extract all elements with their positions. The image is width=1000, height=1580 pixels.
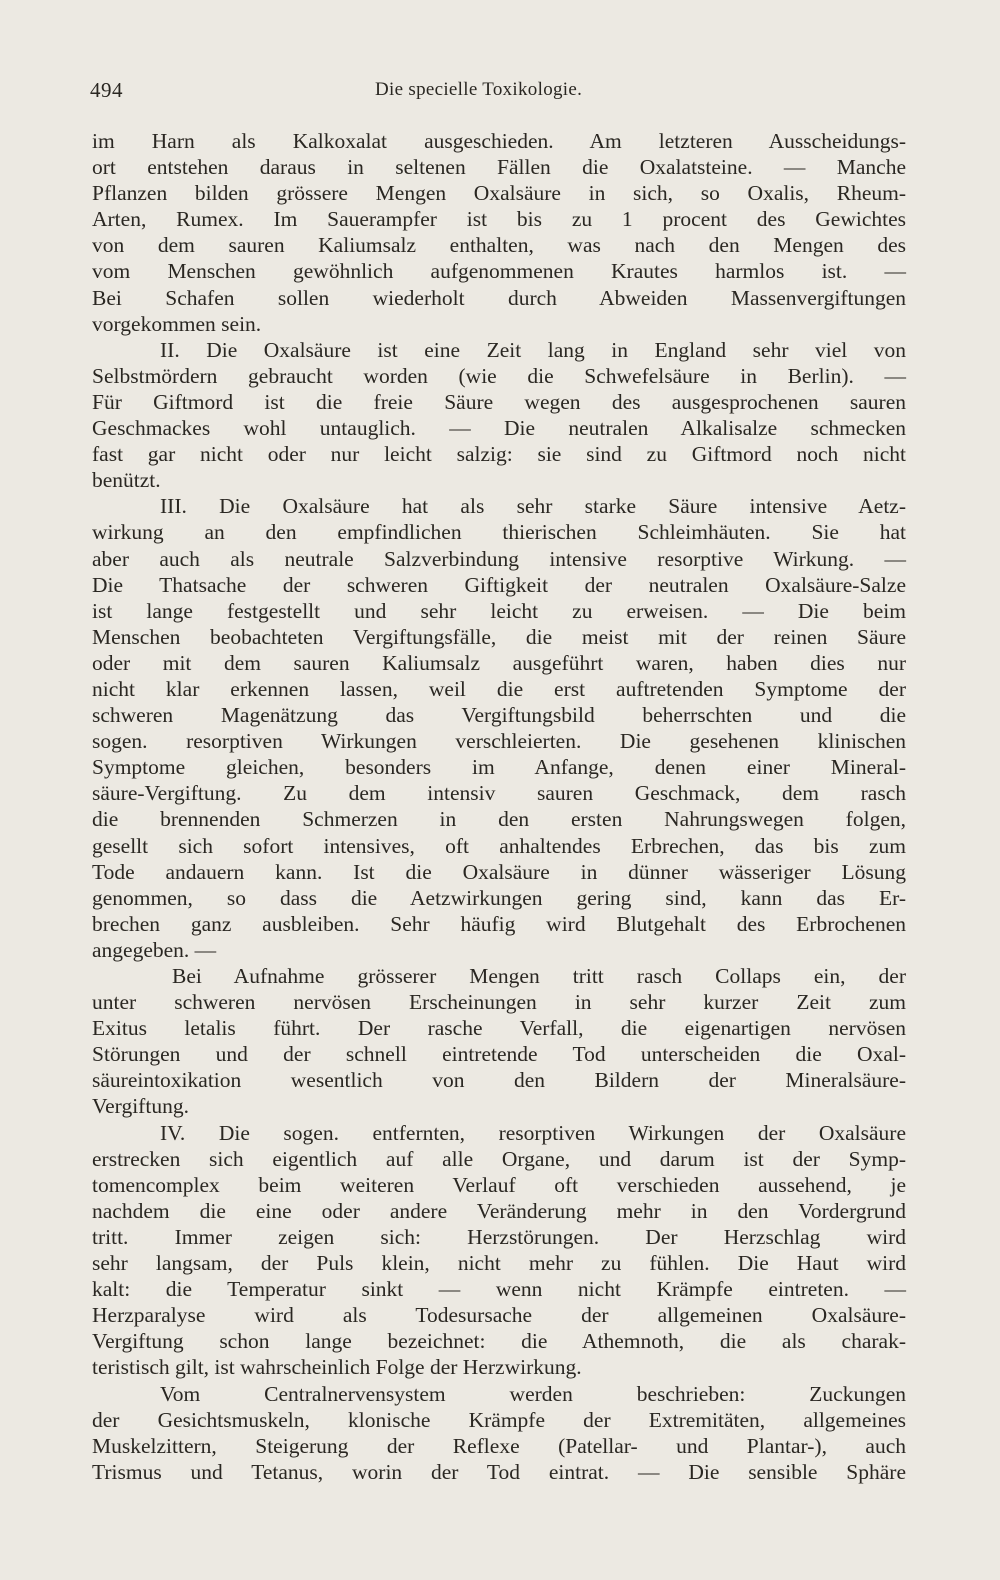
text-line: Vergiftung. — [92, 1094, 189, 1119]
text-line: Selbstmördern gebraucht worden (wie die Schwefelsäure in Berlin). — — [92, 363, 906, 388]
text-line: Tode andauern kann. Ist die Oxalsäure in dünner wässeriger Lösung — [92, 859, 906, 884]
text-line: Pflanzen bilden grössere Mengen Oxalsäure in sich, so Oxalis, Rheum- — [92, 181, 906, 206]
running-head: Die specielle Toxikologie. — [375, 79, 583, 100]
text-line: genommen, so dass die Aetzwirkungen gering sind, kann das Er- — [92, 885, 906, 910]
text-line: tritt. Immer zeigen sich: Herzstörungen. Der Herzschlag wird — [92, 1224, 906, 1249]
text-line: unter schweren nervösen Erscheinungen in sehr kurzer Zeit zum — [92, 990, 906, 1015]
text-line: Geschmackes wohl untauglich. — Die neutralen Alkalisalze schmecken — [92, 416, 906, 441]
text-line: der Gesichtsmuskeln, klonische Krämpfe der Extremitäten, allgemeines — [92, 1407, 906, 1432]
text-line: benützt. — [92, 468, 161, 493]
text-line: Für Giftmord ist die freie Säure wegen des ausgesprochenen sauren — [92, 389, 906, 414]
text-line: Arten, Rumex. Im Sauerampfer ist bis zu 1 procent des Gewichtes — [92, 207, 906, 232]
text-line: Bei Aufnahme grösserer Mengen tritt rasch Collaps ein, der — [172, 964, 906, 988]
text-line: kalt: die Temperatur sinkt — wenn nicht Krämpfe eintreten. — — [92, 1277, 906, 1302]
text-line: sehr langsam, der Puls klein, nicht mehr zu fühlen. Die Haut wird — [92, 1251, 906, 1276]
text-line: IV. Die sogen. entfernten, resorptiven Wirkungen der Oxalsäure — [160, 1120, 906, 1145]
body-text — [92, 128, 906, 1485]
text-line: Symptome gleichen, besonders im Anfange, denen einer Mineral- — [92, 755, 906, 780]
text-line: säureintoxikation wesentlich von den Bildern der Mineralsäure- — [92, 1068, 906, 1093]
text-line: III. Die Oxalsäure hat als sehr starke Säure intensive Aetz- — [160, 494, 906, 519]
text-line: Vom Centralnervensystem werden beschrieben: Zuckungen — [160, 1381, 906, 1406]
text-line: vom Menschen gewöhnlich aufgenommenen Krautes harmlos ist. — — [92, 259, 906, 284]
text-line: die brennenden Schmerzen in den ersten Nahrungswegen folgen, — [92, 807, 906, 832]
text-line: angegeben. — — [92, 937, 217, 962]
text-line: von dem sauren Kaliumsalz enthalten, was nach den Mengen des — [92, 233, 906, 258]
text-line: aber auch als neutrale Salzverbindung intensive resorptive Wirkung. — — [92, 546, 906, 571]
text-line: Störungen und der schnell eintretende Tod unterscheiden die Oxal- — [92, 1042, 906, 1067]
text-line: Vergiftung schon lange bezeichnet: die Athemnoth, die als charak- — [92, 1329, 906, 1354]
text-line: gesellt sich sofort intensives, oft anhaltendes Erbrechen, das bis zum — [92, 833, 906, 858]
text-line: tomencomplex beim weiteren Verlauf oft verschieden aussehend, je — [92, 1172, 906, 1197]
text-line: nicht klar erkennen lassen, weil die erst auftretenden Symptome der — [92, 676, 906, 701]
text-line: II. Die Oxalsäure ist eine Zeit lang in England sehr viel von — [160, 337, 906, 362]
text-line: Muskelzittern, Steigerung der Reflexe (Patellar- und Plantar-), auch — [92, 1433, 906, 1458]
text-line: erstrecken sich eigentlich auf alle Organe, und darum ist der Symp- — [92, 1146, 906, 1171]
text-line: Die Thatsache der schweren Giftigkeit der neutralen Oxalsäure-Salze — [92, 572, 906, 597]
text-line: nachdem die eine oder andere Veränderung mehr in den Vordergrund — [92, 1198, 906, 1223]
text-line: Menschen beobachteten Vergiftungsfälle, die meist mit der reinen Säure — [92, 624, 906, 649]
text-line: brechen ganz ausbleiben. Sehr häufig wird Blutgehalt des Erbrochenen — [92, 911, 906, 936]
text-line: vorgekommen sein. — [92, 311, 262, 336]
text-line: oder mit dem sauren Kaliumsalz ausgeführt waren, haben dies nur — [92, 650, 906, 675]
text-line: fast gar nicht oder nur leicht salzig: sie sind zu Giftmord noch nicht — [92, 442, 906, 467]
text-line: Herzparalyse wird als Todesursache der allgemeinen Oxalsäure- — [92, 1303, 906, 1328]
text-line: ist lange festgestellt und sehr leicht zu erweisen. — Die beim — [92, 598, 906, 623]
text-line: teristisch gilt, ist wahrscheinlich Folge der Herzwirkung. — [92, 1355, 582, 1380]
text-line: säure-Vergiftung. Zu dem intensiv sauren Geschmack, dem rasch — [92, 781, 906, 806]
page-header — [90, 78, 910, 108]
text-line: ort entstehen daraus in seltenen Fällen die Oxalatsteine. — Manche — [92, 155, 906, 180]
text-line: im Harn als Kalkoxalat ausgeschieden. Am letzteren Ausscheidungs- — [92, 129, 906, 153]
text-line: Bei Schafen sollen wiederholt durch Abweiden Massenvergiftungen — [92, 285, 906, 310]
text-line: Trismus und Tetanus, worin der Tod eintrat. — Die sensible Sphäre — [92, 1459, 906, 1484]
text-line: Exitus letalis führt. Der rasche Verfall, die eigenartigen nervösen — [92, 1016, 906, 1041]
text-line: wirkung an den empfindlichen thierischen Schleimhäuten. Sie hat — [92, 520, 906, 545]
text-line: sogen. resorptiven Wirkungen verschleierten. Die gesehenen klinischen — [92, 729, 906, 754]
text-line: schweren Magenätzung das Vergiftungsbild beherrschten und die — [92, 703, 906, 728]
page-number: 494 — [90, 78, 123, 102]
